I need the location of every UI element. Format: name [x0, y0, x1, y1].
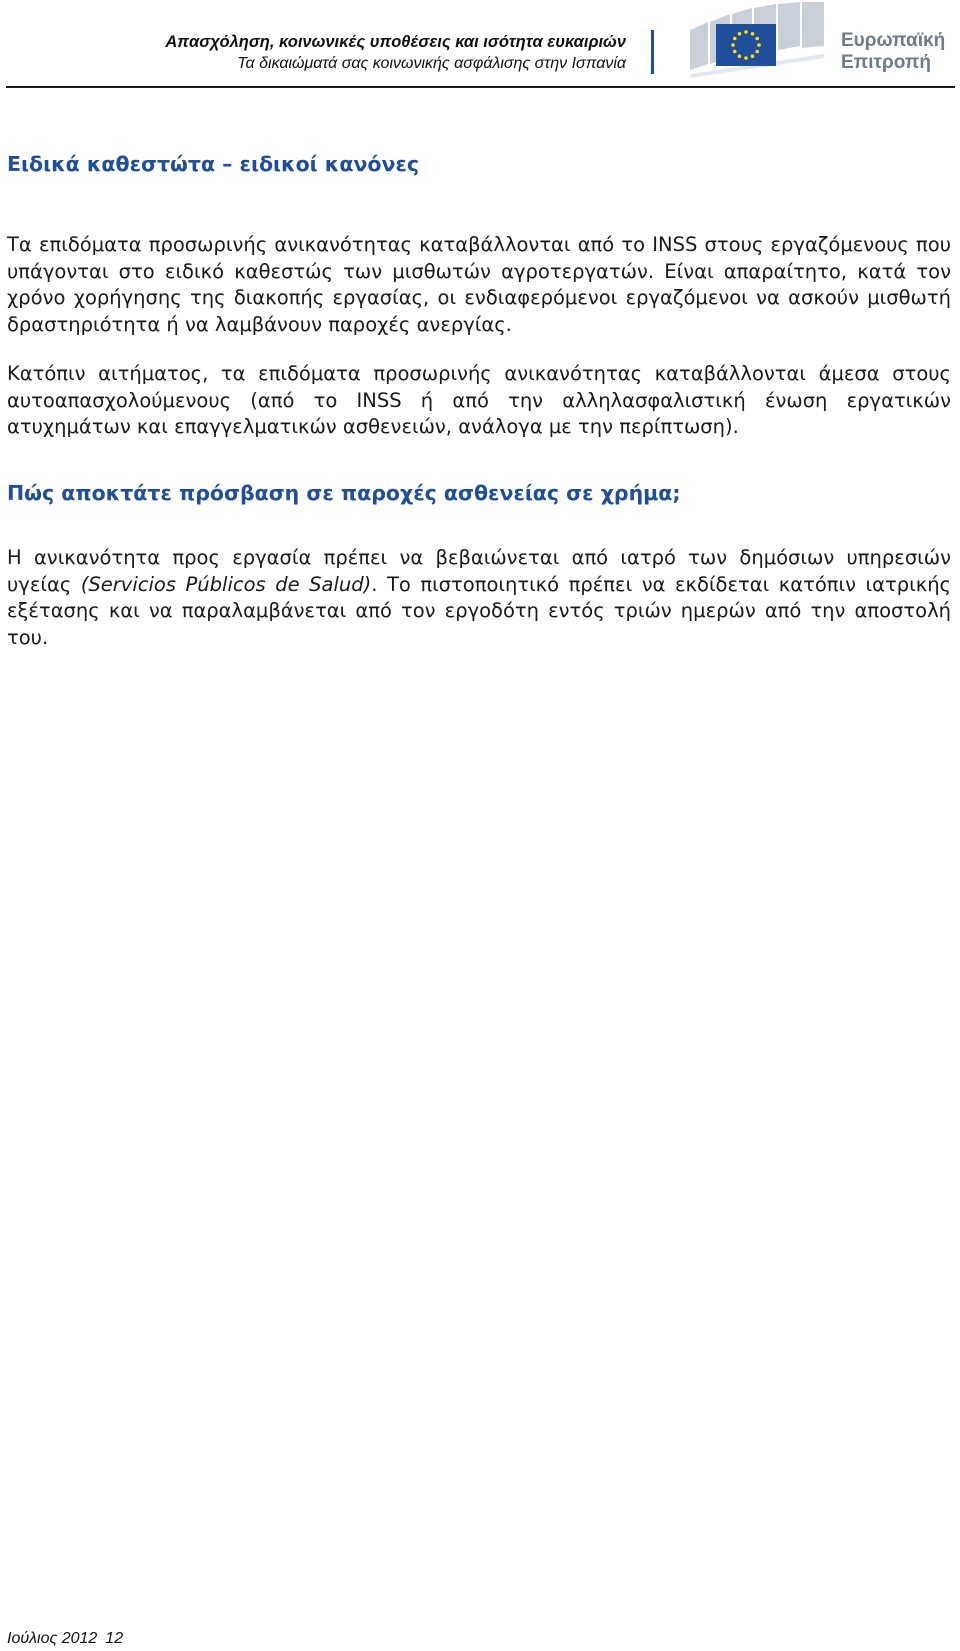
- header-title: Απασχόληση, κοινωνικές υποθέσεις και ισότητα ευκαιριών: [165, 33, 626, 51]
- logo-text-line-1: Ευρωπαϊκή: [841, 30, 946, 51]
- paragraph-text: Η ανικανότητα προς εργασία πρέπει να βεβαιώνεται από ιατρό των δημόσιων υπηρεσιών υγείας: [7, 546, 951, 596]
- section-heading-access-benefits: Πώς αποκτάτε πρόσβαση σε παροχές ασθενείας σε χρήμα;: [7, 481, 681, 505]
- european-commission-logo-icon: [690, 2, 826, 78]
- logo-text-line-2: Επιτροπή: [841, 52, 931, 73]
- header-titles: [165, 32, 626, 74]
- paragraph-emphasis: (Servicios Públicos de Salud): [80, 572, 372, 596]
- header-subtitle: Τα δικαιώματά σας κοινωνικής ασφάλισης στην Ισπανία: [237, 55, 626, 72]
- section-heading-special-schemes: Ειδικά καθεστώτα – ειδικοί κανόνες: [7, 152, 420, 176]
- logo-wordmark: [841, 30, 945, 74]
- page-header: [0, 0, 960, 90]
- header-separator: [651, 30, 654, 74]
- paragraph: Κατόπιν αιτήματος, τα επιδόματα προσωρινής ανικανότητας καταβάλλονται άμεσα στους αυτοαπασχολούμενους (από το INSS ή από την αλληλασφαλιστική ένωση εργατικών ατυχημάτων και επαγγελματικών ασθενειών, ανάλογα με την περίπτωση).: [7, 362, 951, 438]
- paragraph: Τα επιδόματα προσωρινής ανικανότητας καταβάλλονται από το INSS στους εργαζόμενους που υπάγονται στο ειδικό καθεστώς των μισθωτών αγροτεργατών. Είναι απαραίτητο, κατά τον χρόνο χορήγησης της διακοπής εργασίας, οι ενδιαφερόμενοι εργαζόμενοι να ασκούν μισθωτή δραστηριότητα ή να λαμβάνουν παροχές ανεργίας.: [7, 233, 951, 336]
- footer-date: Ιούλιος 2012: [7, 1630, 98, 1647]
- paragraph-text: . Το πιστοποιητικό πρέπει να εκδίδεται κατόπιν ιατρικής εξέτασης και να παραλαμβάνεται από τον εργοδότη εντός τριών ημερών από την αποστολή του.: [7, 572, 951, 649]
- header-divider: [6, 86, 955, 88]
- paragraph: [7, 545, 951, 651]
- page-number: 12: [105, 1630, 124, 1647]
- page-footer: [7, 1630, 123, 1648]
